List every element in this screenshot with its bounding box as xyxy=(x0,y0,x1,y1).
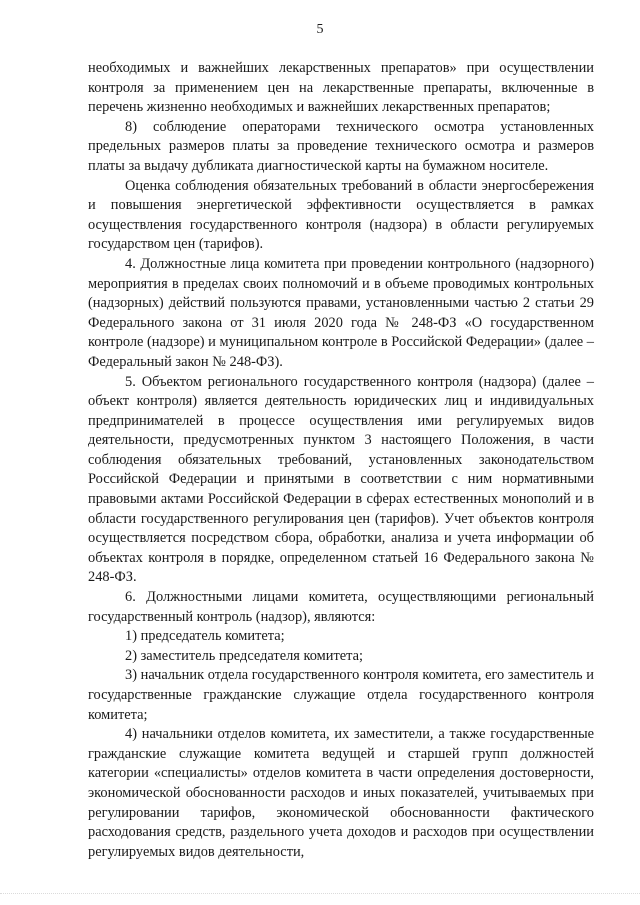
document-body xyxy=(88,59,594,862)
paragraph-continuation: необходимых и важнейших лекарственных препаратов» при осуществлении контроля за применением цен на лекарственные препараты, включенные в перечень жизненно необходимых и важнейших лекарственных препаратов; xyxy=(88,60,594,116)
paragraph-4: 4. Должностные лица комитета при проведении контрольного (надзорного) мероприятия в пределах своих полномочий и в объеме проводимых контрольных (надзорных) действий пользуются правами, установленными частью 2 статьи 29 Федерального закона от 31 июля 2020 года № 248-ФЗ «О государственном контроле (надзоре) и муниципальном контроле в Российской Федерации» (далее – Федеральный закон № 248-ФЗ). xyxy=(88,255,594,370)
list-item-3: 3) начальник отдела государственного контроля комитета, его заместитель и государственные гражданские служащие отдела государственного контроля комитета; xyxy=(88,667,594,723)
scan-edge-artifact xyxy=(0,893,640,895)
paragraph-5: 5. Объектом регионального государственного контроля (надзора) (далее – объект контроля) является деятельность юридических лиц и индивидуальных предпринимателей в процессе осуществления ими регулируемых видов деятельности, предусмотренных пунктом 3 настоящего Положения, в части соблюдения обязательных требований, установленных законодательством Российской Федерации и принятыми в соответствии с ним нормативными правовыми актами Российской Федерации в сферах естественных монополий и в области государственного регулирования цен (тарифов). Учет объектов контроля осуществляется посредством сбора, обработки, анализа и учета информации об объектах контроля в порядке, определенном статьей 16 Федерального закона № 248-ФЗ. xyxy=(88,373,594,586)
list-item-8: 8) соблюдение операторами технического осмотра установленных предельных размеров платы за проведение технического осмотра и размеров платы за выдачу дубликата диагностической карты на бумажном носителе. xyxy=(88,118,594,174)
page-number: 5 xyxy=(316,22,324,37)
list-item-1: 1) председатель комитета; xyxy=(125,628,285,645)
list-item-2: 2) заместитель председателя комитета; xyxy=(125,647,364,664)
paragraph-energy-efficiency: Оценка соблюдения обязательных требований в области энергосбережения и повышения энергетической эффективности осуществляется в рамках осуществления государственного контроля (надзора) в области регулируемых государством цен (тарифов). xyxy=(88,177,594,253)
paragraph-6: 6. Должностными лицами комитета, осуществляющими региональный государственный контроль (надзор), являются: xyxy=(88,589,594,625)
list-item-4: 4) начальники отделов комитета, их заместители, а также государственные гражданские служащие комитета ведущей и старшей групп должностей категории «специалисты» отделов комитета в части определения достоверности, экономической обоснованности расходов и иных показателей, учитываемых при регулировании тарифов, экономической обоснованности фактического расходования средств, раздельного учета доходов и расходов при осуществлении регулируемых видов деятельности, xyxy=(88,726,594,860)
